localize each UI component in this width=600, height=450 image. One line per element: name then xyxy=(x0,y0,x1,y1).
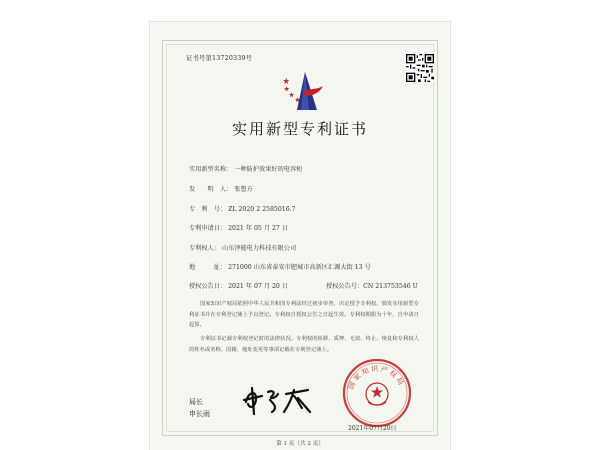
field-application-date xyxy=(189,223,288,232)
field-value: 山东泽能电力科技有限公司 xyxy=(221,245,297,252)
field-patent-number xyxy=(189,204,296,213)
patent-emblem-icon xyxy=(281,70,325,112)
field-value: 2021 年 05 月 27 日 xyxy=(228,225,289,232)
field-label: 专 利 号： xyxy=(189,206,227,213)
issue-date: 2021年07月20日 xyxy=(348,425,397,432)
signatory-title: 局长 xyxy=(189,398,203,406)
field-label: 实用新型名称： xyxy=(189,166,233,173)
field-utility-model-name xyxy=(189,164,302,173)
field-value: 271000 山东省泰安市肥城市高新区汇源大街 13 号 xyxy=(228,264,371,271)
field-address xyxy=(189,262,371,271)
seal-text: 国家知识产权局 xyxy=(346,364,406,391)
field-grant-date xyxy=(189,281,288,290)
field-value: 授权公告号：CN 213753546 U xyxy=(326,283,418,290)
field-label: 发 明 人： xyxy=(189,186,233,193)
field-inventor xyxy=(189,184,253,193)
body-paragraph-1: 国家知识产权局依照中华人民共和国专利法经过初步审查，决定授予专利权，颁发实用新型专利证书并在专利登记簿上予以登记。专利权自授权公告之日起生效。专利权期限为十年，自申请日起算。 xyxy=(189,301,419,328)
page-number: 第 1 页（共 2 页） xyxy=(276,441,324,447)
field-value: 2021 年 07 月 20 日 xyxy=(228,283,289,290)
field-grant-announcement-number xyxy=(324,281,418,290)
signature-mark xyxy=(242,382,314,416)
patent-certificate xyxy=(150,22,450,450)
field-value: 一种防护效果好的电容柜 xyxy=(234,166,303,173)
field-value: 张鲁方 xyxy=(234,186,253,193)
field-label: 授权公告日： xyxy=(189,283,227,290)
official-seal xyxy=(342,358,412,428)
qr-code-icon xyxy=(406,54,434,82)
body-paragraph-2: 专利证书记载专利权登记时的法律状况。专利权的转移、质押、无效、终止、恢复和专利权人的姓名或名称、国籍、地址变更等事项记载在专利登记簿上。 xyxy=(189,336,419,353)
field-patentee xyxy=(189,243,296,252)
certificate-number: 证书号第13720339号 xyxy=(186,55,253,62)
field-value: ZL 2020 2 2585016.7 xyxy=(228,206,296,213)
field-label: 地 址： xyxy=(189,264,227,271)
signatory-name: 申长雨 xyxy=(189,410,210,418)
field-label: 专利申请日： xyxy=(189,225,227,232)
field-label: 专利权人： xyxy=(189,245,220,252)
certificate-title: 实用新型专利证书 xyxy=(231,120,368,138)
